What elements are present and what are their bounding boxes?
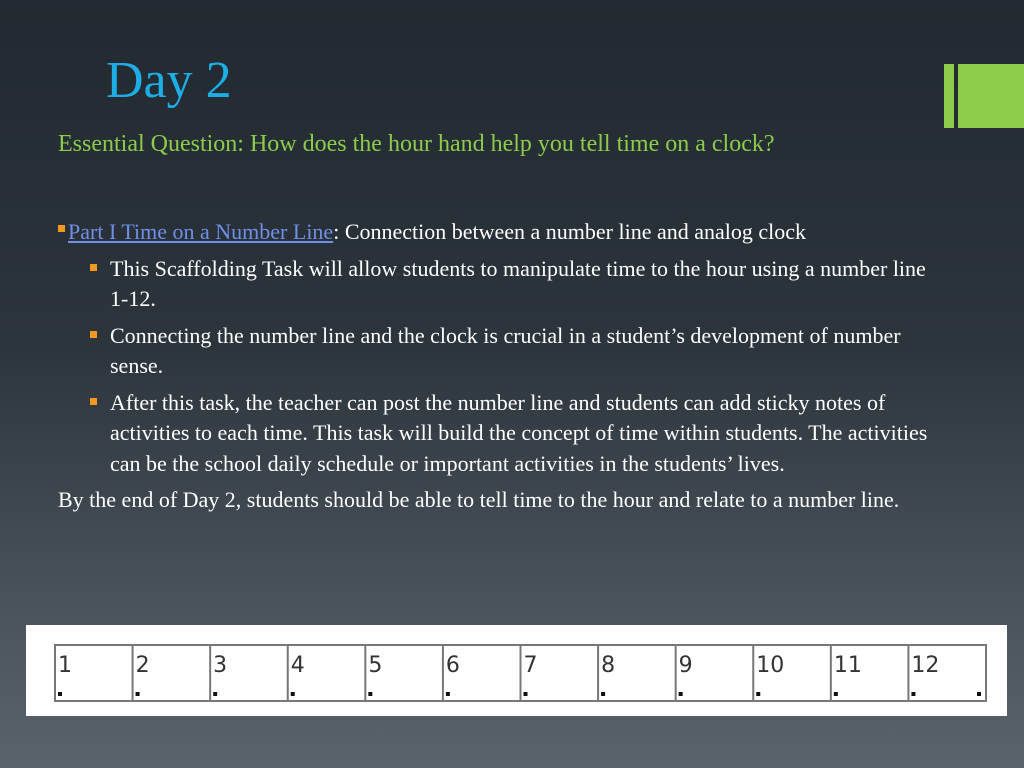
- number-line-image: [26, 625, 1007, 716]
- number-line-label: 9: [678, 653, 693, 678]
- number-line-tick-dot: [213, 692, 217, 696]
- number-line-tick-dot: [911, 692, 915, 696]
- bullet-square-icon: [90, 398, 97, 405]
- accent-bar-wide: [958, 64, 1024, 128]
- number-line-tick-dot: [679, 692, 683, 696]
- bullet-square-icon: [90, 264, 97, 271]
- number-line-label: 8: [601, 653, 616, 678]
- sub-bullet-text: After this task, the teacher can post the number line and students can add sticky notes of activities to each time. This task will build the concept of time within students. The activities can be the school daily schedule or important activities in the students’ lives.: [110, 389, 928, 476]
- essential-question: Essential Question: How does the hour hand help you tell time on a clock?: [58, 131, 775, 157]
- number-line-label: 2: [135, 653, 150, 678]
- number-line-label: 5: [368, 653, 383, 678]
- number-line-label: 4: [290, 653, 305, 678]
- accent-bars: [944, 64, 1024, 128]
- part-one-bullet: [58, 217, 948, 248]
- number-line-label: 10: [756, 653, 785, 678]
- number-line-tick-dot: [136, 692, 140, 696]
- number-line-tick-dot: [446, 692, 450, 696]
- sub-bullet-item: [58, 254, 948, 315]
- number-line-label: 7: [523, 653, 538, 678]
- number-line-tick-dot: [58, 692, 62, 696]
- sub-bullet-text: This Scaffolding Task will allow students to manipulate time to the hour using a number line 1-12.: [110, 255, 926, 311]
- number-line-label: 1: [58, 653, 72, 678]
- slide-content: [58, 217, 948, 516]
- part-one-description: : Connection between a number line and analog clock: [333, 219, 807, 244]
- number-line-label: 3: [213, 653, 228, 678]
- part-one-link[interactable]: Part I Time on a Number Line: [68, 219, 334, 244]
- number-line-tick-dot: [291, 692, 295, 696]
- sub-bullet-text: Connecting the number line and the clock is crucial in a student’s development of number sense.: [110, 322, 901, 378]
- number-line-tick-dot: [601, 692, 605, 696]
- sub-bullet-list: [58, 254, 948, 480]
- number-line-end-dot: [977, 692, 981, 696]
- number-line-tick-dot: [834, 692, 838, 696]
- number-line-tick-dot: [756, 692, 760, 696]
- bullet-square-icon: [90, 331, 97, 338]
- slide-title: Day 2: [106, 52, 232, 109]
- number-line-tick-dot: [524, 692, 528, 696]
- sub-bullet-item: [58, 321, 948, 382]
- sub-bullet-item: [58, 388, 948, 480]
- number-line-label: 6: [445, 653, 460, 678]
- bullet-square-icon: [58, 225, 65, 232]
- accent-bar-narrow: [944, 64, 954, 128]
- number-line-drawing: [26, 625, 1007, 716]
- number-line-label: 12: [911, 653, 940, 678]
- number-line-tick-dot: [368, 692, 372, 696]
- number-line-label: 11: [833, 653, 862, 678]
- conclusion-text: By the end of Day 2, students should be able to tell time to the hour and relate to a number line.: [58, 487, 900, 512]
